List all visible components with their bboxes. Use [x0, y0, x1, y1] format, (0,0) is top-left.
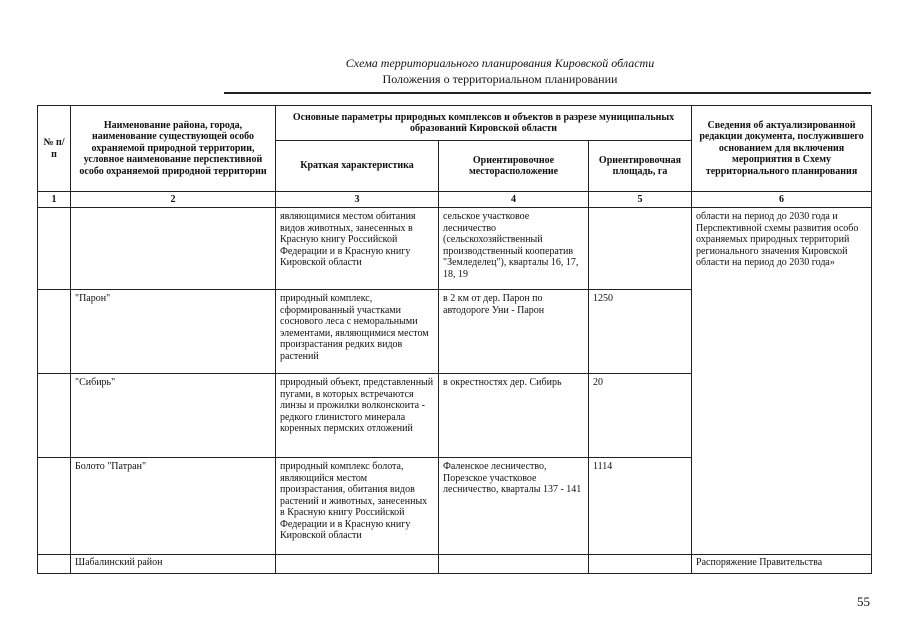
- cell-document: Распоряжение Правительства: [692, 555, 872, 574]
- header-cell-location: Ориентировочное месторасположение: [439, 141, 589, 192]
- cell-area: 1250: [589, 290, 692, 374]
- cell-name: [71, 208, 276, 290]
- cell-name: "Парон": [71, 290, 276, 374]
- header-cell-name: Наименование района, города, наименование существующей особо охраняемой природной территории, условное наименование перспективной особо охраняемой природной территории: [71, 106, 276, 192]
- header-cell-description: Краткая характеристика: [276, 141, 439, 192]
- cell-name: Шабалинский район: [71, 555, 276, 574]
- header-cell-group: Основные параметры природных комплексов и объектов в разрезе муниципальных образований Кировской области: [276, 106, 692, 141]
- header-cell-document: Сведения об актуализированной редакции документа, послужившего основанием для включения мероприятия в Схему территориального планирования: [692, 106, 872, 192]
- column-number-row: [38, 192, 872, 208]
- cell-description: природный объект, представленный пугами, в которых встречаются линзы и прожилки волконскоита - редкого глинистого минерала коренных пермских отложений: [276, 374, 439, 458]
- cell-description: природный комплекс болота, являющийся местом произрастания, обитания видов растений и животных, занесенных в Красную книгу Российской Федерации и в Красную книгу Кировской области: [276, 458, 439, 555]
- cell-name: "Сибирь": [71, 374, 276, 458]
- column-number: 6: [692, 192, 872, 208]
- cell-location: [439, 555, 589, 574]
- cell-description: [276, 555, 439, 574]
- header-cell-area: Ориентировочная площадь, га: [589, 141, 692, 192]
- cell-description: являющимися местом обитания видов животных, занесенных в Красную книгу Российской Федерации и в Красную книгу Кировской области: [276, 208, 439, 290]
- cell-area: 20: [589, 374, 692, 458]
- column-number: 5: [589, 192, 692, 208]
- cell-name: Болото "Патран": [71, 458, 276, 555]
- cell-document-merged: области на период до 2030 года и Перспективной схемы развития особо охраняемых природных территорий регионального значения Кировской области на период до 2030 года»: [692, 208, 872, 555]
- territory-table: [37, 105, 872, 574]
- cell-area: [589, 555, 692, 574]
- column-number: 2: [71, 192, 276, 208]
- cell-number: [38, 458, 71, 555]
- document-running-title: Схема территориального планирования Кировской области: [345, 56, 655, 70]
- cell-area: [589, 208, 692, 290]
- cell-location: сельское участковое лесничество (сельскохозяйственный производственный кооператив "Земледелец"), кварталы 16, 17, 18, 19: [439, 208, 589, 290]
- page-number: 55: [857, 594, 870, 609]
- cell-number: [38, 374, 71, 458]
- column-number: 1: [38, 192, 71, 208]
- table-row: [38, 555, 872, 574]
- header-cell-number: № п/п: [38, 106, 71, 192]
- cell-location: в 2 км от дер. Парон по автодороге Уни - Парон: [439, 290, 589, 374]
- cell-number: [38, 555, 71, 574]
- column-number: 4: [439, 192, 589, 208]
- table-row: [38, 208, 872, 290]
- cell-location: Фаленское лесничество, Порезское участковое лесничество, кварталы 137 - 141: [439, 458, 589, 555]
- cell-description: природный комплекс, сформированный участками соснового леса с неморальными элементами, являющимися местом произрастания редких видов растений: [276, 290, 439, 374]
- table-header-row: [38, 106, 872, 141]
- cell-number: [38, 208, 71, 290]
- document-section-title: Положения о территориальном планировании: [382, 72, 618, 86]
- cell-area: 1114: [589, 458, 692, 555]
- header-rule: [224, 92, 871, 94]
- column-number: 3: [276, 192, 439, 208]
- cell-location: в окрестностях дер. Сибирь: [439, 374, 589, 458]
- cell-number: [38, 290, 71, 374]
